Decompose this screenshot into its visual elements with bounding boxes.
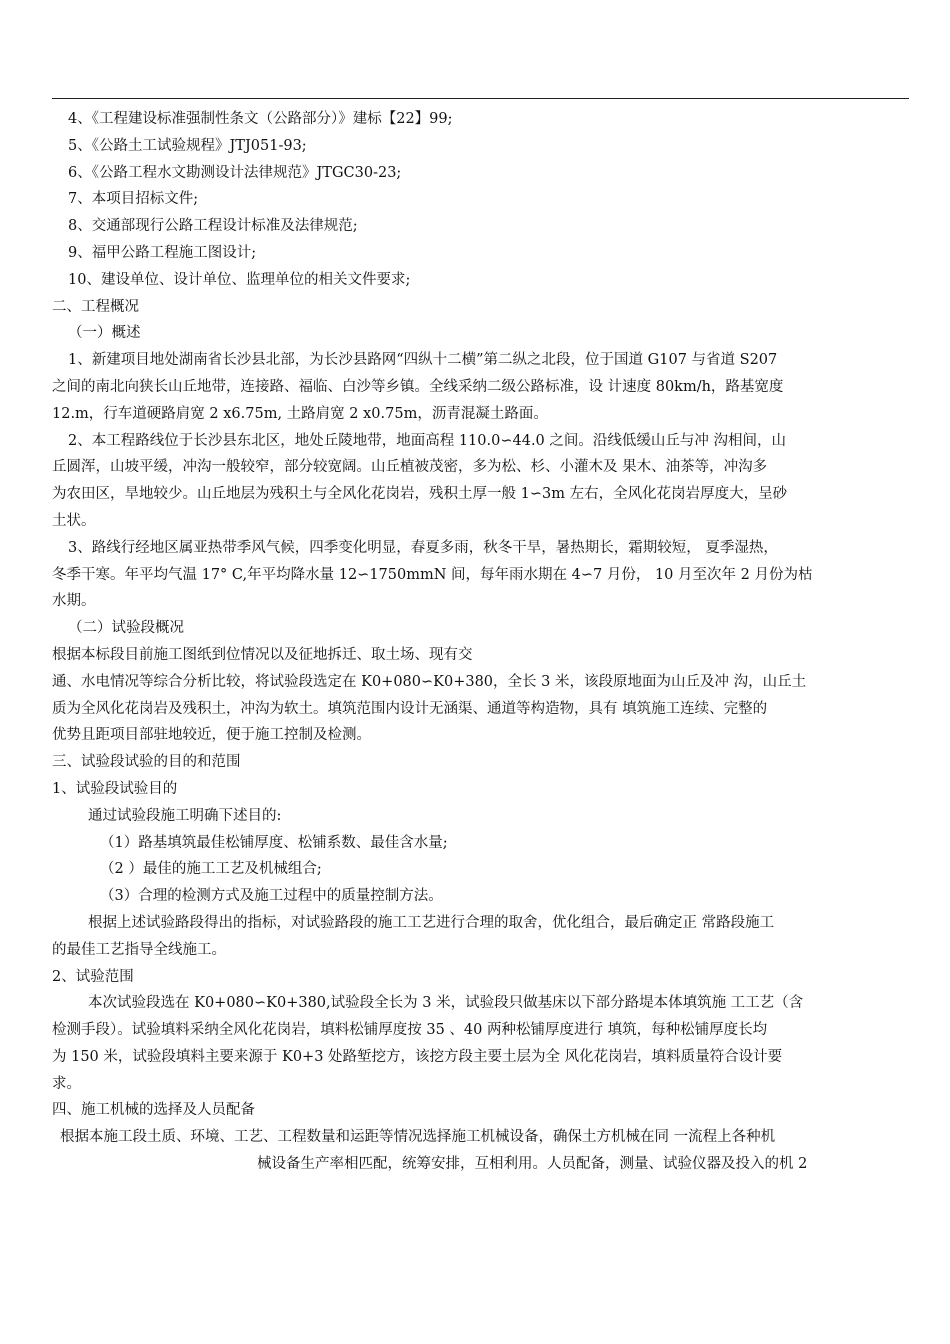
text-line: 5、《公路土工试验规程》JTJ051-93; [68,137,307,154]
text-line: 2、本工程路线位于长沙县东北区，地处丘陵地带，地面高程 110.0∽44.0 之间。沿线低缓山丘与冲 沟相间，山 [68,432,786,449]
header-rule [52,98,909,99]
text-line: 的最佳工艺指导全线施工。 [52,941,226,958]
text-line: 8、交通部现行公路工程设计标准及法律规范; [68,218,358,235]
text-line: 优势且距项目部驻地较近，便于施工控制及检测。 [52,727,371,744]
section-heading: 四、施工机械的选择及人员配备 [52,1102,255,1119]
text-line: 冬季干寒。年平均气温 17° C,年平均降水量 12∽1750mmN 间，每年雨水期在 4∽7 月份， 10 月至次年 2 月份为枯 [52,566,813,583]
section-heading: 二、工程概况 [52,298,139,315]
section-heading: 三、试验段试验的目的和范围 [52,754,241,771]
text-line: 之间的南北向狭长山丘地带，连接路、福临、白沙等乡镇。全线采纳二级公路标准，设 计速度 80km/h，路基宽度 [52,378,784,395]
text-line: 根据本施工段土质、环境、工艺、工程数量和运距等情况选择施工机械设备，确保土方机械在同 一流程上各种机 [60,1129,776,1146]
text-line: 根据上述试验路段得出的指标，对试验路段的施工工艺进行合理的取舍，优化组合，最后确定正 常路段施工 [88,914,775,931]
text-line: 丘圆浑，山坡平缓，冲沟一般较窄，部分较宽阔。山丘植被茂密，多为松、杉、小灌木及 果木、油茶等，冲沟多 [52,459,768,476]
text-line: 3、路线行经地区属亚热带季风气候，四季变化明显，春夏多雨，秋冬干旱，暑热期长，霜期较短， 夏季湿热， [68,539,778,556]
subsection-heading: 2、试验范围 [52,968,134,985]
list-item: （3）合理的检测方式及施工过程中的质量控制方法。 [100,888,443,905]
text-line: 1、新建项目地处湖南省长沙县北部，为长沙县路网“四纵十二横”第二纵之北段，位于国道 G107 与省道 S207 [68,352,778,369]
text-line: 7、本项目招标文件; [68,191,199,208]
text-line: 10、建设单位、设计单位、监理单位的相关文件要求; [68,271,411,288]
text-line: 质为全风化花岗岩及残积土，冲沟为软土。填筑范围内设计无涵渠、通道等构造物，具有 填筑施工连续、完整的 [52,700,768,717]
subsection-heading: 1、试验段试验目的 [52,780,178,797]
text-line: 为 150 米，试验段填料主要来源于 K0+3 处路堑挖方，该挖方段主要土层为全 风化花岗岩，填料质量符合设计要 [52,1048,783,1065]
text-line: 通过试验段施工明确下述目的: [88,807,282,824]
text-line: 为农田区，旱地较少。山丘地层为残积土与全风化花岗岩，残积土厚一般 1∽3m 左右，全风化花岗岩厚度大，呈砂 [52,486,788,503]
text-line: 9、福甲公路工程施工图设计; [68,244,257,261]
text-line: 求。 [52,1075,81,1092]
subsection-heading: （一）概述 [68,325,141,342]
document-body [52,106,909,1178]
text-line: 检测手段）。试验填料采纳全风化花岗岩，填料松铺厚度按 35 、40 两种松铺厚度进行 填筑，每种松铺厚度长均 [52,1022,768,1039]
text-line: 土状。 [52,512,96,529]
text-line: 4、《工程建设标准强制性条文（公路部分）》建标【22】99; [68,111,453,127]
text-line: 12.m，行车道硬路肩宽 2 x6.75m, 土路肩宽 2 x0.75m，沥青混凝土路面。 [52,405,548,422]
text-line: 根据本标段目前施工图纸到位情况以及征地拆迁、取土场、现有交 [52,646,473,663]
text-line: 通、水电情况等综合分析比较，将试验段选定在 K0+080∽K0+380，全长 3 米，该段原地面为山丘及冲 沟，山丘土 [52,673,807,690]
subsection-heading: （二）试验段概况 [68,620,184,637]
text-line: 水期。 [52,593,96,610]
list-item: （1）路基填筑最佳松铺厚度、松铺系数、最佳含水量; [100,834,448,851]
text-line: 本次试验段选在 K0+080∽K0+380,试验段全长为 3 米，试验段只做基床以下部分路堤本体填筑施 工工艺（含 [88,995,804,1012]
text-line-continuation: 械设备生产率相匹配，统筹安排，互相利用。人员配备，测量、试验仪器及投入的机 2 [257,1156,808,1173]
text-line: 6、《公路工程水文勘测设计法律规范》JTGC30-23; [68,164,402,181]
list-item: （2 ）最佳的施工工艺及机械组合; [100,861,322,878]
